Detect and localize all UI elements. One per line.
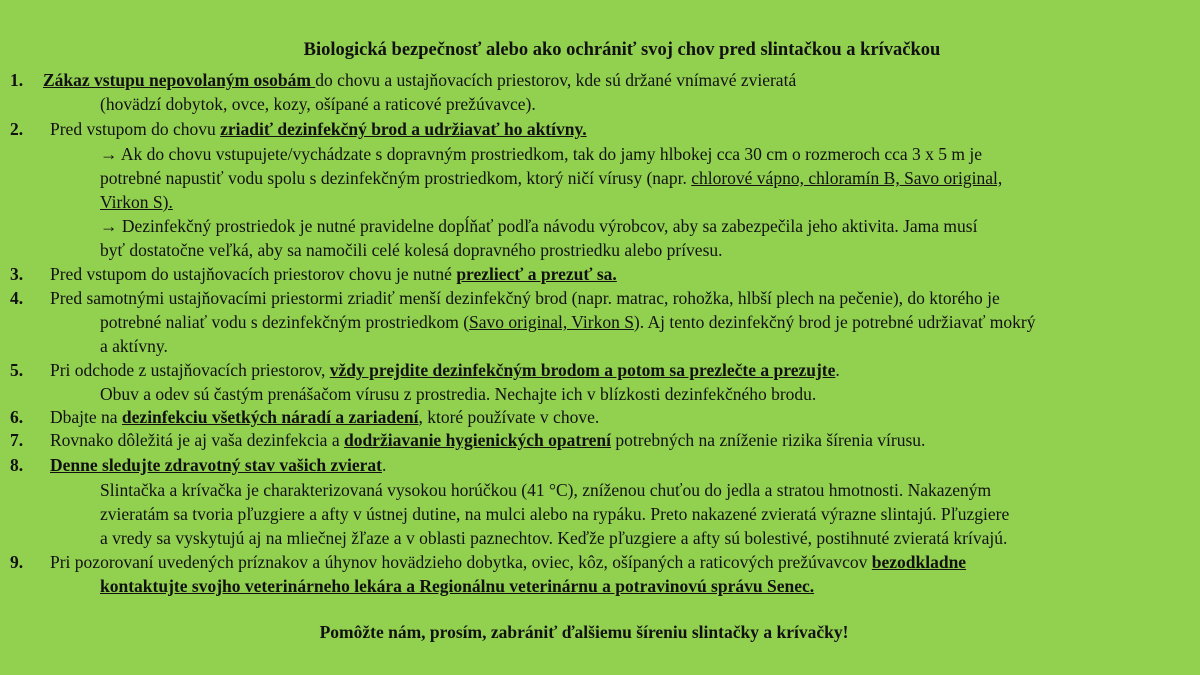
list-number: 5. — [10, 360, 24, 380]
text-line — [100, 478, 991, 502]
emphasis-text: Denne sledujte zdravotný stav vašich zvierat — [50, 455, 382, 475]
text-line — [100, 502, 1009, 526]
text-segment: Pri odchode z ustajňovacích priestorov, — [50, 360, 330, 380]
emphasis-text: prezliecť a prezuť sa. — [456, 264, 617, 284]
emphasis-text: kontaktujte svojho veterinárneho lekára a Regionálnu veterinárnu a potravinovú správu Senec. — [100, 576, 815, 596]
text-segment: ). Aj tento dezinfekčný brod je potrebné udržiavať mokrý — [633, 312, 1036, 332]
text-line — [100, 214, 977, 238]
text-line — [50, 117, 587, 141]
underlined-text: Virkon S). — [100, 192, 173, 212]
text-line — [100, 382, 816, 406]
text-segment: Obuv a odev sú častým prenášačom vírusu z prostredia. Nechajte ich v blízkosti dezinfekčného brodu. — [100, 384, 817, 404]
text-line — [43, 68, 796, 92]
text-segment: Pred samotnými ustajňovacími priestormi zriadiť menší dezinfekčný brod (napr. matrac, rohožka, hlbší plech na pečenie), do ktorého je — [50, 288, 1000, 308]
text-segment: potrebné naliať vodu s dezinfekčným prostriedkom ( — [100, 312, 470, 332]
list-number: 3. — [10, 264, 24, 284]
emphasis-text: zriadiť dezinfekčný brod a udržiavať ho aktívny. — [220, 119, 587, 139]
text-line — [50, 405, 599, 429]
text-line — [100, 238, 723, 262]
list-number: 8. — [10, 455, 24, 475]
text-segment: a aktívny. — [100, 336, 168, 356]
text-line — [50, 428, 925, 452]
list-number: 6. — [10, 407, 24, 427]
text-segment: Pred vstupom do chovu — [50, 119, 221, 139]
text-line — [50, 358, 840, 382]
list-number: 4. — [10, 288, 24, 308]
text-segment: byť dostatočne veľká, aby sa namočili celé kolesá dopravného prostriedku alebo prívesu. — [100, 240, 723, 260]
list-number: 9. — [10, 552, 24, 572]
text-segment: do chovu a ustajňovacích priestorov, kde sú držané vnímavé zvieratá — [315, 70, 797, 90]
list-number: 1. — [10, 70, 24, 90]
text-segment: Pred vstupom do ustajňovacích priestorov chovu je nutné — [50, 264, 457, 284]
emphasis-text: bezodkladne — [871, 552, 967, 572]
emphasis-text: vždy prejdite dezinfekčným brodom a potom sa prezlečte a prezujte — [329, 360, 836, 380]
text-segment: . — [381, 455, 387, 475]
underlined-text: Savo original, Virkon S — [469, 312, 634, 332]
text-line — [50, 262, 617, 286]
text-segment: Pri pozorovaní uvedených príznakov a úhynov hovädzieho dobytka, oviec, kôz, ošípaných a raticových prežúvavcov — [50, 552, 872, 572]
text-line — [100, 334, 168, 358]
emphasis-text: Zákaz vstupu nepovolaným osobám — [43, 70, 316, 90]
text-segment: zvieratám sa tvoria pľuzgiere a afty v ústnej dutine, na mulci alebo na rypáku. Preto nakazené zvieratá výrazne slintajú. Pľuzgiere — [100, 504, 1010, 524]
text-line — [100, 142, 982, 166]
text-segment: → Dezinfekčný prostriedok je nutné pravidelne dopĺňať podľa návodu výrobcov, aby sa zabezpečila jeho aktivita. Jama musí — [100, 216, 978, 236]
document-title: Biologická bezpečnosť alebo ako ochrániť svoj chov pred slintačkou a krívačkou — [303, 40, 941, 60]
emphasis-text: dezinfekciu všetkých náradí a zariadení — [121, 407, 419, 427]
text-line — [100, 574, 814, 598]
text-segment: (hovädzí dobytok, ovce, kozy, ošípané a raticové prežúvavce). — [100, 94, 536, 114]
emphasis-text: dodržiavanie hygienických opatrení — [343, 430, 612, 450]
text-segment: , ktoré používate v chove. — [418, 407, 600, 427]
text-line — [50, 453, 386, 477]
text-segment: a vredy sa vyskytujú aj na mliečnej žľaze a v oblasti paznechtov. Keďže pľuzgiere a afty sú bolestivé, postihnuté zvieratá krívajú. — [100, 528, 1008, 548]
list-number: 2. — [10, 119, 24, 139]
text-line — [100, 526, 1007, 550]
text-segment: potrebné napustiť vodu spolu s dezinfekčným prostriedkom, ktorý ničí vírusy (napr. — [100, 168, 692, 188]
text-segment: potrebných na zníženie rizika šírenia vírusu. — [611, 430, 926, 450]
text-segment: Dbajte na — [50, 407, 122, 427]
underlined-text: chlorové vápno, chloramín B, Savo original, — [691, 168, 1003, 188]
text-line — [50, 286, 1000, 310]
list-number: 7. — [10, 430, 24, 450]
text-line — [100, 310, 1036, 334]
text-line — [100, 190, 173, 214]
text-line — [50, 550, 966, 574]
text-segment: → Ak do chovu vstupujete/vychádzate s dopravným prostriedkom, tak do jamy hlbokej cca 30 cm o rozmeroch cca 3 x 5 m je — [100, 144, 983, 164]
text-segment: . — [835, 360, 840, 380]
closing-appeal: Pomôžte nám, prosím, zabrániť ďalšiemu šíreniu slintačky a krívačky! — [319, 622, 849, 642]
text-segment: Rovnako dôležitá je aj vaša dezinfekcia a — [50, 430, 344, 450]
text-line — [100, 92, 536, 116]
text-segment: Slintačka a krívačka je charakterizovaná vysokou horúčkou (41 °C), zníženou chuťou do jedla a stratou hmotnosti. Nakazeným — [100, 480, 992, 500]
text-line — [100, 166, 1002, 190]
